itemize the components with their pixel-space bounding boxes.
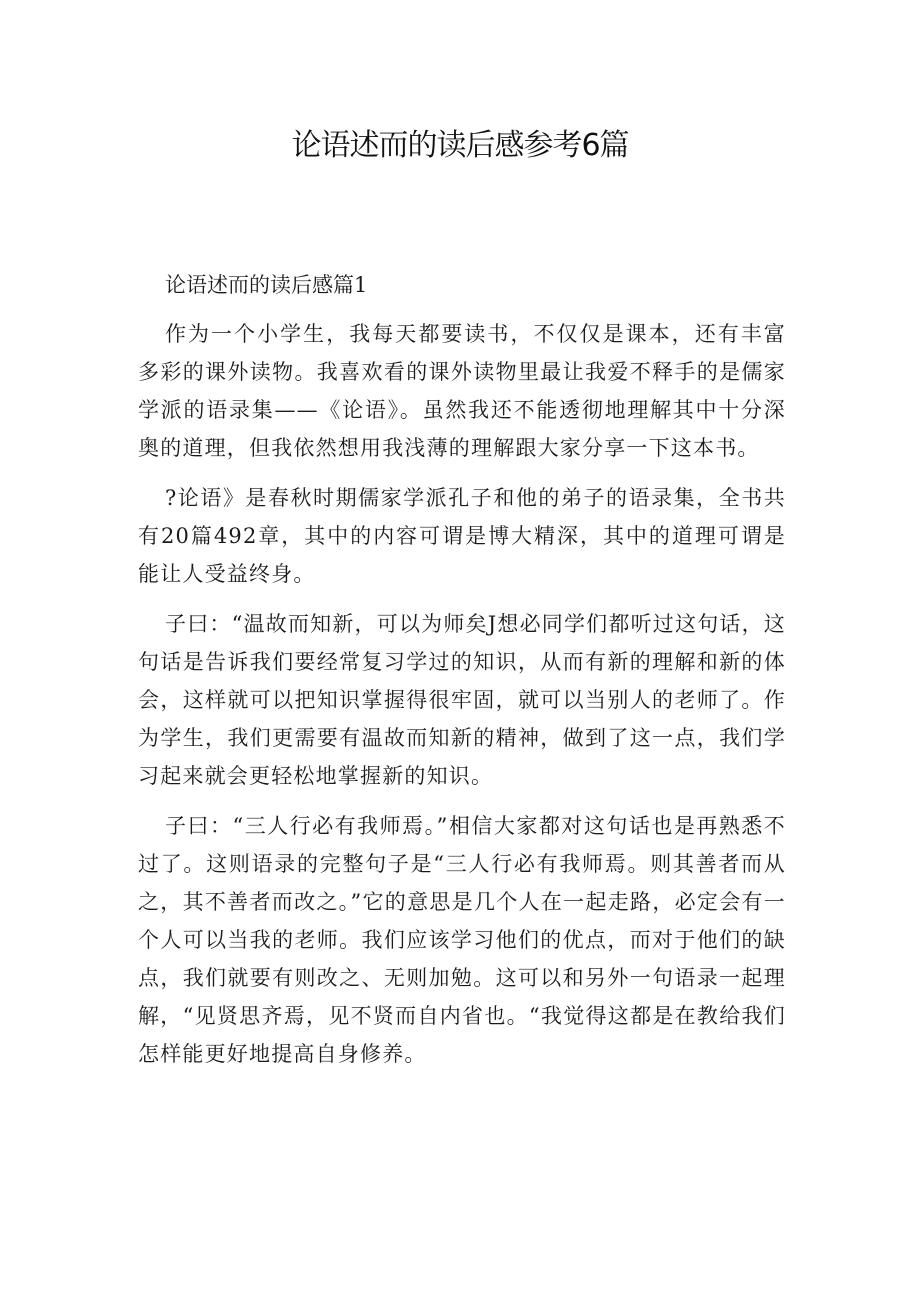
section-heading: 论语述而的读后感篇1 [165,273,368,297]
paragraph-quote-review: 子曰：“温故而知新，可以为师矣J想必同学们都听过这句话，这句话是告诉我们要经常复习学过的知识，从而有新的理解和新的体会，这样就可以把知识掌握得很牢固，就可以当别人的老师了。作为学生，我们更需要有温故而知新的精神，做到了这一点，我们学习起来就会更轻松地掌握新的知识。 [138,612,786,788]
paragraph-book-overview: ?论语》是春秋时期儒家学派孔子和他的弟子的语录集，全书共有20篇492章，其中的内容可谓是博大精深，其中的道理可谓是能让人受益终身。 [138,486,786,586]
paragraph-intro: 作为一个小学生，我每天都要读书，不仅仅是课本，还有丰富多彩的课外读物。我喜欢看的课外读物里最让我爱不释手的是儒家学派的语录集——《论语》。虽然我还不能透彻地理解其中十分深奥的道理，但我依然想用我浅薄的理解跟大家分享一下这本书。 [138,322,786,460]
paragraph-quote-teacher: 子曰：“三人行必有我师焉。”相信大家都对这句话也是再熟悉不过了。这则语录的完整句子是“三人行必有我师焉。则其善者而从之，其不善者而改之。”它的意思是几个人在一起走路，必定会有一个人可以当我的老师。我们应该学习他们的优点，而对于他们的缺点，我们就要有则改之、无则加勉。这可以和另外一句语录一起理解，“见贤思齐焉，见不贤而自内省也。“我觉得这都是在教给我们怎样能更好地提高自身修养。 [138,814,786,1066]
document-body [138,266,786,1085]
page-title: 论语述而的读后感参考6篇 [291,128,629,163]
